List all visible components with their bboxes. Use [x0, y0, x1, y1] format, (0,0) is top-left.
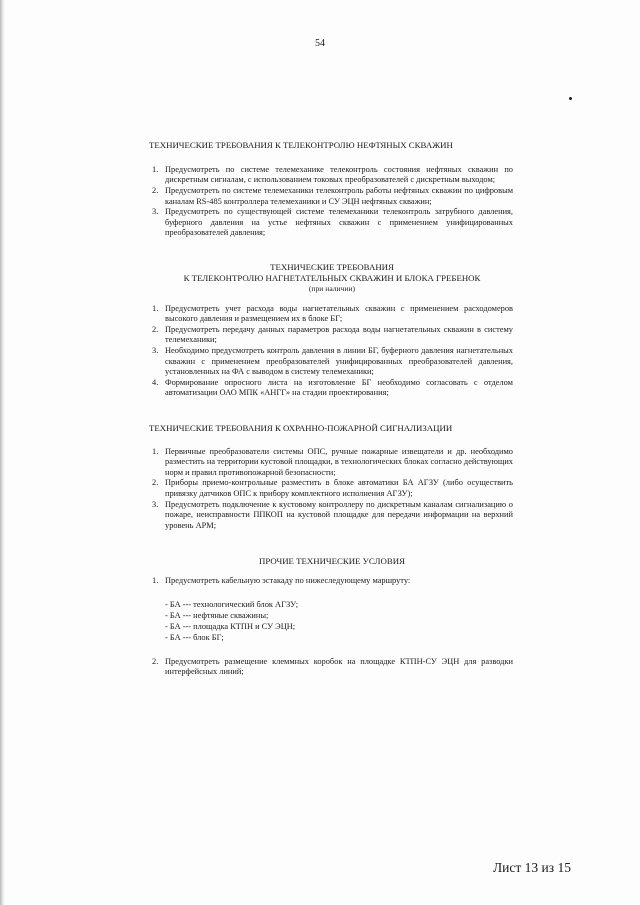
list-item: 2. Предусмотреть по системе телемеханики телеконтроль работы нефтяных скважин по цифровым каналам RS-485 контроллера телемеханики и СУ ЭЦН нефтяных скважин;: [152, 185, 513, 206]
requirements-list: [151, 304, 513, 399]
section-other-conditions: [151, 556, 513, 678]
requirements-list: [151, 576, 513, 587]
list-item: 4. Формирование опросного листа на изготовление БГ необходимо согласовать с отделом автоматизации ОАО МПК «АНГГ» на стадии проектирования;: [152, 377, 513, 398]
list-item: 3. Предусмотреть подключение к кустовому контроллеру по дискретным каналам сигнализацию о пожаре, неисправности ППКОП на кустовой площадке для передачи информации на верхний уровень АРМ;: [152, 499, 513, 530]
route-item: - БА --- блок БГ;: [165, 632, 224, 642]
list-item: 1. Предусмотреть по системе телемеханике телеконтроль состояния нефтяных скважин по дискретным сигналам, с использованием токовых преобразователей с дискретным выходом;: [152, 164, 513, 185]
requirements-list: [151, 447, 513, 532]
route-item: - БА --- площадка КТПН и СУ ЭЦН;: [165, 621, 296, 631]
route-item: - БА --- нефтяные скважины;: [165, 610, 269, 620]
document-body: [151, 140, 513, 678]
section-title: ТЕХНИЧЕСКИЕ ТРЕБОВАНИЯ К ОХРАННО-ПОЖАРНОЙ СИГНАЛИЗАЦИИ: [149, 422, 453, 433]
scan-speck: [569, 97, 572, 100]
list-item: 1. Предусмотреть кабельную эстакаду по нижеследующему маршруту:: [152, 576, 411, 586]
list-item: 2. Предусмотреть размещение клеммных коробок на площадке КТПН-СУ ЭЦН для разводки интерфейсных линий;: [152, 656, 513, 677]
list-item: 1. Предусмотреть учет расхода воды нагнетательных скважин с применением расходомеров высокого давления и размещением их в блоке БГ;: [152, 303, 513, 324]
list-item: 3. Предусмотреть по существующей системе телемеханики телеконтроль затрубного давления, буферного давления на устье нефтяных скважин с применением унифицированных преобразователей давления;: [152, 207, 513, 238]
section-title: ПРОЧИЕ ТЕХНИЧЕСКИЕ УСЛОВИЯ: [259, 556, 405, 567]
section-fire-alarm: [151, 423, 513, 532]
list-item: 2. Приборы приемо-контрольные разместить в блоке автоматики БА АГЗУ (либо осуществить привязку датчиков ОПС к прибору комплектного исполнения АГЗУ);: [152, 478, 513, 499]
section-title: ТЕХНИЧЕСКИЕ ТРЕБОВАНИЯ: [270, 261, 394, 272]
cable-route-list: [151, 599, 513, 643]
list-item: 3. Необходимо предусмотреть контроль давления в линии БГ, буферного давления нагнетательных скважин с применением преобразователей унифицированных преобразователей давления, установленных на ФА с выводом в систему телемеханики;: [152, 345, 513, 377]
sheet-footer: Лист 13 из 15: [493, 860, 571, 875]
section-oil-wells: [151, 140, 513, 239]
requirements-list: [151, 657, 513, 678]
scan-edge: [0, 0, 5, 905]
list-item: 1. Первичные преобразователи системы ОПС, ручные пожарные извещатели и др. необходимо разместить на территории кустовой площадки, в технологических блоках согласно действующих норм и правил противопожарной безопасности;: [152, 446, 513, 477]
requirements-list: [151, 165, 513, 239]
section-subtitle: (при наличии): [308, 283, 356, 293]
section-injection-wells: [151, 262, 513, 399]
list-item: 2. Предусмотреть передачу данных параметров расхода воды нагнетательных скважин в систему телемеханики;: [152, 324, 513, 345]
page-number: 54: [315, 38, 325, 49]
section-title: ТЕХНИЧЕСКИЕ ТРЕБОВАНИЯ К ТЕЛЕКОНТРОЛЮ НЕФТЯНЫХ СКВАЖИН: [149, 140, 453, 150]
route-item: - БА --- технологический блок АГЗУ;: [165, 599, 299, 609]
section-title-line2: К ТЕЛЕКОНТРОЛЮ НАГНЕТАТЕЛЬНЫХ СКВАЖИН И БЛОКА ГРЕБЕНОК: [183, 272, 481, 283]
